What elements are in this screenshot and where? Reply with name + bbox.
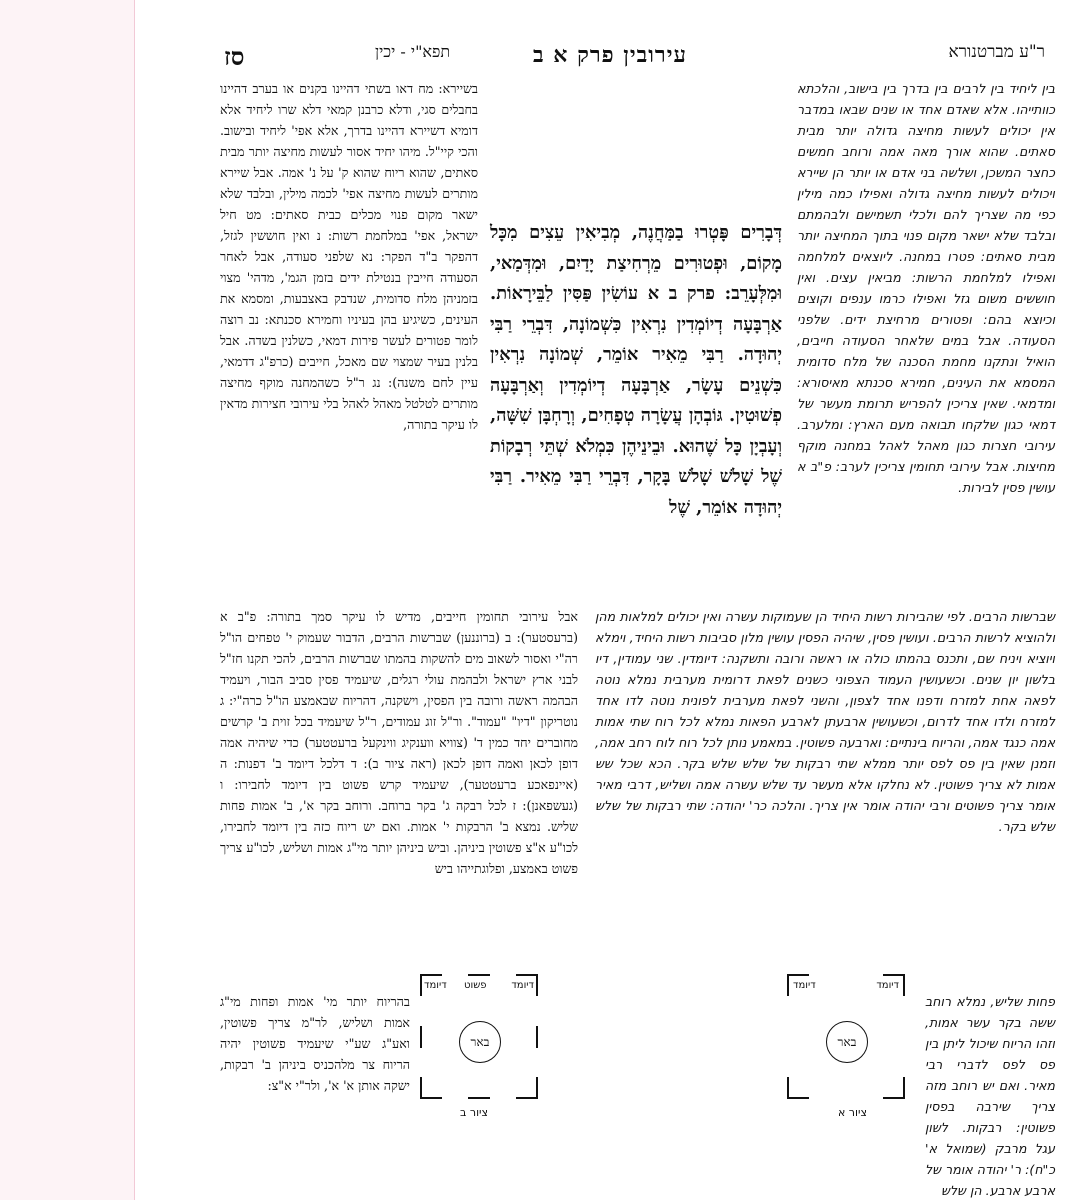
diagram-b-corner-label-1: דיומד	[511, 980, 534, 991]
diagram-a-well: באר	[826, 1021, 868, 1063]
diagram-a	[787, 974, 905, 1099]
talmud-page	[220, 36, 1055, 1198]
tiferet-commentary-top: בשיירא: מח דאו בשתי דהיינו בקנים או בערב דהיינו בחבלים סגי, ודלא כרבנן קמאי דלא שרו ליחיד אלא דומיא דשיירא דהיינו בדרך, אלא אפי' ליחיד ובישוב. והכי קיי"ל. מיהו יחיד אסור לעשות מחיצה יותר מבית סאתים, שהוא ריוח שהוא ק' על נ' אמה. אבל שיירא מותרים לעשות מחיצה אפי' לכמה מילין, ובלבד שלא ישאר מקום פנוי מכלים כבית סאתים: מט חיל ישראל, אפי' במלחמת רשות: נ ואין חוששין לגזל, דהפקר ב"ד הפקר: נא שלפני סעודה, אבל לאחר הסעודה חייבין בנטילת ידים בזמן הגמ', מדהי' מצוי בזמניהן מלח סדומית, שנדבק באצבעות, ומסמא את העינים, כשיגיע בהן בעיניו וחמירא סכנתא: נב רוצה לומר פטורים לעשר פירות דמאי, כשלנין בשדה. אבל בלנין בעיר שמצוי שם מאכל, חייבים (כרפ"ג דדמאי, עיין לחם משנה): נג ר"ל כשהמחנה מוקף מחיצה מותרים לטלטל מאהל לאהל בלי עירובי חצירות מדאין לו עיקר בתורה,	[220, 81, 478, 432]
tractate-chapter-title: עירובין פרק א ב	[533, 42, 687, 68]
tiferet-commentary-end: בהריוח יותר מי' אמות ופחות מי"ג אמות ושליש, לר"מ צריך פשוטין, ואע"ג שע"י שיעמיד פשוטין יהיה הריוח צר מלהכניס ביניהן ב' רבקות, ישקה אותן א' א', ולר"י א"צ:	[220, 994, 410, 1093]
bartenura-commentary-top: בין ליחיד בין לרבים בין בדרך בין בישוב, והלכתא כוותייהו. אלא שאדם אחד או שנים שבאו במדבר אין יכולים לעשות מחיצה גדולה יותר מבית סאתים. שהוא אורך מאה אמה ורוחב חמשים כחצר המשכן, ושלשה בני אדם או יותר הן שיירא ויכולים לעשות מחיצה גדולה ואפילו כמה מילין כפי מה שצריך להם ולכלי תשמישם ולבהמתם ובלבד שלא ישאר מקום פנוי בתוך המחיצה יותר מבית סאתים: פטרו במחנה. ליוצאים למלחמה ואפילו למלחמת הרשות: מביאין עצים. ואין חוששים משום גזל ואפילו כרמו ענפים וקוצים וכיוצא בהם: ופטורים מרחיצת ידים. שלפני הסעודה. אבל במים שלאחר הסעודה חייבים, הואיל ונתקנו מחמת הסכנה של מלח סדומית המסמא את העינים, חמירא סכנתא מאיסורא: ומדמאי. שאין צריכין להפריש תרומת מעשר של דמאי כגון שלקחו תבואה מעם הארץ: ומלערב. עירובי חצרות כגון מאהל לאהל במחנה מוקף מחיצות. אבל עירובי תחומין צריכין לערב: פ"ב א עושין פסין לבירות.	[797, 81, 1055, 495]
diagram-b-well: באר	[459, 1021, 501, 1063]
page-number: סז	[224, 42, 245, 71]
diagram-b-corner-label-2: דיומד	[424, 980, 447, 991]
diagram-a-corner-label-1: דיומד	[876, 980, 899, 991]
diagram-b-side-label: פשוט	[464, 980, 487, 991]
secondary-commentary-name: תפא"י - יכין	[375, 42, 451, 61]
page-header	[220, 36, 1055, 76]
diagram-b	[420, 974, 538, 1099]
tiferet-commentary-bottom: אבל עירובי תחומין חייבים, מדיש לו עיקר סמך בתורה: פ"ב א (ברעסטער): ב (ברוננען) שברשות הרבים, הדבור שעמוק י' טפחים הו"ל רה"י ואסור לשאוב מים להשקות בהמתו שברשות הרבים, להכי תקנו חז"ל לבני ארץ ישראל ולבהמת עולי רגלים, שיעמיד פסין סביב הבור, ויעמיד הבהמה ראשה ורובה בין הפסין, וישקנה, דהריוח שבאמצע הו"ל כרה"י: ג נוטריקון "דיו" "עמוד". ור"ל זוג עמודים, ר"ל שיעמיד בכל זוית ב' קרשים מחוברים יחד כמין ד' (צוויא ווענקיג ווינקעל ברעטטער) כדי שיהיה אמה דופן לכאן ואמה דופן לכאן (ראה ציור ב): ד דלכל דיומד ב' דפנות: ה (איינפאכע ברעטטער), שיעמיד קרש פשוט בין דיומד לחבירו: ו (געשפאנן): ז לכל רבקה ג' בקר ברוחב. ורוחב בקר א', ב' אמות פחות שליש. נמצא ב' הרבקות י' אמות. ואם יש ריוח כזה בין דיומד לחבירו, לכו"ע א"צ פשוטין ביניהן. וביש ביניהן יותר מי"ג אמות ושליש, לכו"ע צריך פשוט באמצע, ופלוגתייהו ביש	[220, 609, 578, 876]
mishnah-text: דְּבָרִים פָּטְרוּ בַמַּחֲנֶה, מְבִיאִין עֵצִים מִכָּל מָקוֹם, וּפְטוּרִים מֵרְחִיצַת יָדַיִם, וּמִדְּמַאי, וּמִלְּעָרֵב: פרק ב א עוֹשִׂין פַּסִּין לַבֵּירָאוֹת. אַרְבָּעָה דְיוֹמְדִין נִרְאִין כִּשְׁמוֹנָה, דִּבְרֵי רַבִּי יְהוּדָה. רַבִּי מֵאִיר אוֹמֵר, שְׁמוֹנָה נִרְאִין כִּשְׁנֵים עָשָׂר, אַרְבָּעָה דְיוֹמְדִין וְאַרְבָּעָה פְשׁוּטִין. גּוֹבְהָן עֲשָׂרָה טְפָחִים, וְרָחְבָּן שִׁשָּׁה, וְעָבְיָן כָּל שֶׁהוּא. וּבֵינֵיהֶן כִּמְלֹא שְׁתֵּי רְבָקוֹת שֶׁל שָׁלֹשׁ שָׁלֹשׁ בָּקָר, דִּבְרֵי רַבִּי מֵאִיר. רַבִּי יְהוּדָה אוֹמֵר, שֶׁל	[490, 222, 782, 518]
diagram-b-caption: ציור ב	[460, 1106, 489, 1119]
bartenura-commentary-bottom: שברשות הרבים. לפי שהבירות רשות היחיד הן שעמוקות עשרה ואין יכולים למלאות מהן ולהוציא לרשות הרבים. ועושין פסין, שיהיה הפסין עושין מלון סביבות רשות היחיד, וימלא ויוציא ויניח שם, ותכנס בהמתו כולה או ראשה ורובה ותשקנה: דיומדין. שני עמודין, דיו בלשון יון שנים. וכשעושין העמוד הצפוני כשנים לפאת דרומית מערבית נמלא נוטה לפאה אחת למזרח ודפנו אחד לצפון, והשני לפאת מערבית לפונית נוטה לדו אחד למזרח ולדו אחד לדרום, וכשעושין ארבעתן לארבע הפאות נמלא לכל רוח שתי אמות אמה כנגד אמה, והריוח בינתיים: וארבעה פשוטין. במאמע נותן לכל רוח לוח רחב אמה, וזמנן שאין בין פס לפס יותר ממלא שתי רבקות של שלש שלש בקר. הכא שכל שש אמות לא צריך פשוטין. לא נחלקו אלא מעשר עד שלש עשרה אמה ושליש, דרבי מאיר אומר צריך פשוטים ורבי יהודה אומר אין צריך. והלכה כר' יהודה: שתי רבקות של שלש שלש בקר.	[595, 609, 1055, 834]
binding-margin	[0, 0, 135, 1200]
commentary-name: ר"ע מברטנורא	[948, 42, 1045, 62]
diagram-a-caption: ציור א	[837, 1106, 867, 1119]
diagram-a-corner-label-2: דיומד	[793, 980, 816, 991]
bartenura-commentary-end: פחות שליש, נמלא רוחב ששה בקר עשר אמות, וזהו הריוח שיכול ליתן בין פס לפס לדברי רבי מאיר. ואם יש רוחב מזה צריך שירבה בפסין פשוטין: רבקות. לשון עגל מרבק (שמואל א' כ"ח): ר' יהודה אומר של ארבע ארבע. הן שלש	[925, 994, 1055, 1198]
